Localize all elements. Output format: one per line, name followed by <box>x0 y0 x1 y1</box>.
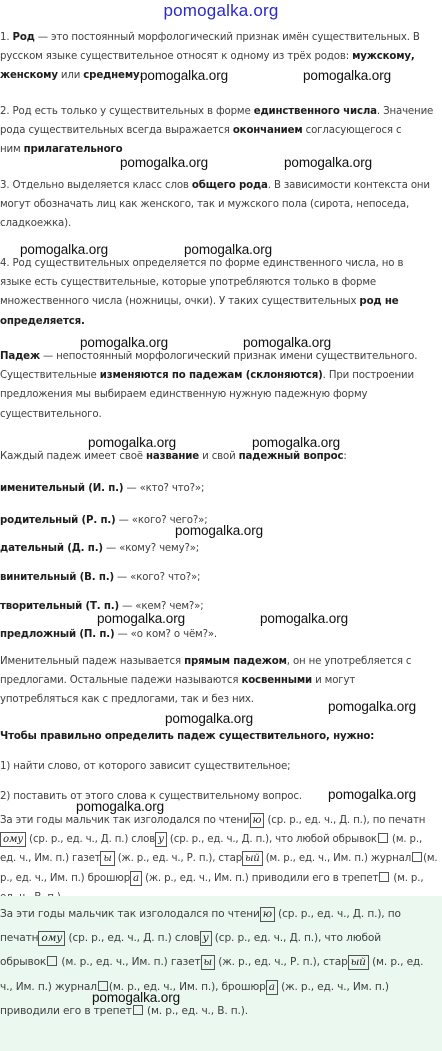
ending-box: у <box>200 931 212 946</box>
watermark: pomogalka.org <box>328 787 417 802</box>
case-item-accusative: винительный (В. п.) — «кого? что?»; <box>0 572 201 583</box>
term-neuter: среднему. <box>83 70 144 82</box>
empty-ending-icon <box>378 833 388 843</box>
site-title: pomogalka.org <box>163 1 279 20</box>
howto-title: Чтобы правильно определить падеж существительного, нужно: <box>0 731 375 742</box>
term-no-gender: род не <box>359 296 399 308</box>
term-singular: единственного числа <box>253 106 377 117</box>
ending-box: ый <box>348 955 369 970</box>
paragraph-case-definition: Падеж — непостоянный морфологический признак имени существительного. Существительные изменяются по падежам (склоняются). При построении предложения мы выбираем единственную нужную падежную форму существительного. <box>0 351 418 420</box>
term-masculine: мужскому, <box>352 51 415 63</box>
term-gender: Род <box>12 32 35 43</box>
case-item-instrumental: творительный (Т. п.) — «кем? чем?»; <box>0 601 204 612</box>
term-ending: окончанием <box>232 125 303 137</box>
ending-box: ы <box>201 955 215 970</box>
watermark: pomogalka.org <box>165 711 254 726</box>
watermark: pomogalka.org <box>140 68 229 83</box>
paragraph-gender-definition: 1. Род — это постоянный морфологический признак имён существительных. В русском языке существительное относят к одному из трёх родов: мужскому, женскому или среднему. <box>0 32 420 82</box>
answer-text: За эти годы мальчик так изголодался по чтени ю (ср. р., ед. ч., Д. п.), по печатн ому (ср. р., ед. ч., Д. п.) слов у (ср. р., ед. ч., Д. п.), что любой обрывок (м. р., ед. ч., Им. п.) газет ы (ж. р., ед. ч., Р. п.), стар ый (м. р., ед. ч., Им. п.) журнал (м. р., ед. ч., Им. п.), брошюр а (ж. р., ед. ч., Им. п.) приводили его в трепет (м. р., ед. ч., В. п.). <box>0 908 424 1017</box>
term-adjective: прилагательного <box>23 144 123 156</box>
watermark: pomogalka.org <box>92 990 181 1005</box>
watermark: pomogalka.org <box>252 435 341 450</box>
paragraph-direct-case: Именительный падеж называется прямым падежом, он не употребляется с предлогами. Остальные падежи называются косвенными и могут употребляться как с предлогами, так и без них. <box>0 656 412 706</box>
watermark: pomogalka.org <box>88 435 177 450</box>
term-direct-case: прямым падежом <box>184 656 287 667</box>
case-item-prepositional: предложный (П. п.) — «о ком? о чём?». <box>0 629 218 640</box>
watermark: pomogalka.org <box>243 335 332 350</box>
watermark: pomogalka.org <box>328 699 417 714</box>
watermark: pomogalka.org <box>20 242 109 257</box>
watermark: pomogalka.org <box>80 335 169 350</box>
term-declension: изменяются по падежам (склоняются) <box>99 370 323 382</box>
paragraph-gender-singular: 2. Род есть только у существительных в форме единственного числа. Значение рода существительных всегда выражается окончанием согласующегося с ним прилагательного <box>0 106 434 156</box>
watermark: pomogalka.org <box>303 68 392 83</box>
paragraph-plural-only: 4. Род существительных определяется по форме единственного числа, но в языке есть существительные, которые употребляются только в форме множественного числа (ножницы, очки). У таких существительных род не определяется. <box>0 258 404 327</box>
watermark: pomogalka.org <box>76 799 165 814</box>
ending-box: ому <box>38 931 65 946</box>
term-feminine: женскому <box>0 70 58 82</box>
empty-ending-icon <box>379 872 389 882</box>
case-item-dative: дательный (Д. п.) — «кому? чему?»; <box>0 543 200 554</box>
site-header <box>0 0 442 26</box>
howto-step-2: 2) поставить от этого слова к существительному вопрос. <box>0 791 302 802</box>
case-item-genitive: родительный (Р. п.) — «кого? чего?»; <box>0 515 208 526</box>
paragraph-common-gender: 3. Отдельно выделяется класс слов общего рода. В зависимости контекста они могут обозначать лиц как женского, так и мужского пола (сирота, непоседа, сладкоежка). <box>0 180 430 230</box>
ending-box: а <box>266 980 278 995</box>
empty-ending-icon <box>133 1005 143 1015</box>
watermark: pomogalka.org <box>284 155 373 170</box>
exercise-text: За эти годы мальчик так изголодался по чтени ю (ср. р., ед. ч., Д. п.), по печатн ому (ср. р., ед. ч., Д. п.) слов у (ср. р., ед. ч., Д. п.), что любой обрывок (м. р., ед. ч., Им. п.) газет ы (ж. р., ед. ч., Р. п.), стар ый (м. р., ед. ч., Им. п.) журнал (м. р., ед. ч., Им. п.) брошюр а (ж. р., ед. ч., Им. п.) приводили его в трепет (м. р., <box>0 815 438 884</box>
ending-box: у <box>155 832 167 847</box>
ending-box: ому <box>0 832 26 847</box>
ending-box: ю <box>250 813 265 828</box>
ending-box: ю <box>260 907 275 922</box>
watermark: pomogalka.org <box>120 155 209 170</box>
howto-step-1: 1) найти слово, от которого зависит существительное; <box>0 761 291 772</box>
ending-box: а <box>130 871 142 886</box>
empty-ending-icon <box>47 956 57 966</box>
watermark: pomogalka.org <box>184 242 273 257</box>
watermark: pomogalka.org <box>175 523 264 538</box>
case-intro: Каждый падеж имеет своё название и свой падежный вопрос: <box>0 451 347 462</box>
term-oblique: косвенными <box>241 675 313 687</box>
watermark: pomogalka.org <box>260 611 349 626</box>
ending-box: ый <box>242 851 263 866</box>
answer-block <box>0 896 442 1051</box>
case-item-nominative: именительный (И. п.) — «кто? что?»; <box>0 483 205 494</box>
watermark: pomogalka.org <box>97 611 186 626</box>
empty-ending-icon <box>412 852 422 862</box>
term-case: Падеж <box>0 351 40 362</box>
term-common-gender: общего рода <box>191 180 268 191</box>
ending-box: ы <box>100 851 114 866</box>
